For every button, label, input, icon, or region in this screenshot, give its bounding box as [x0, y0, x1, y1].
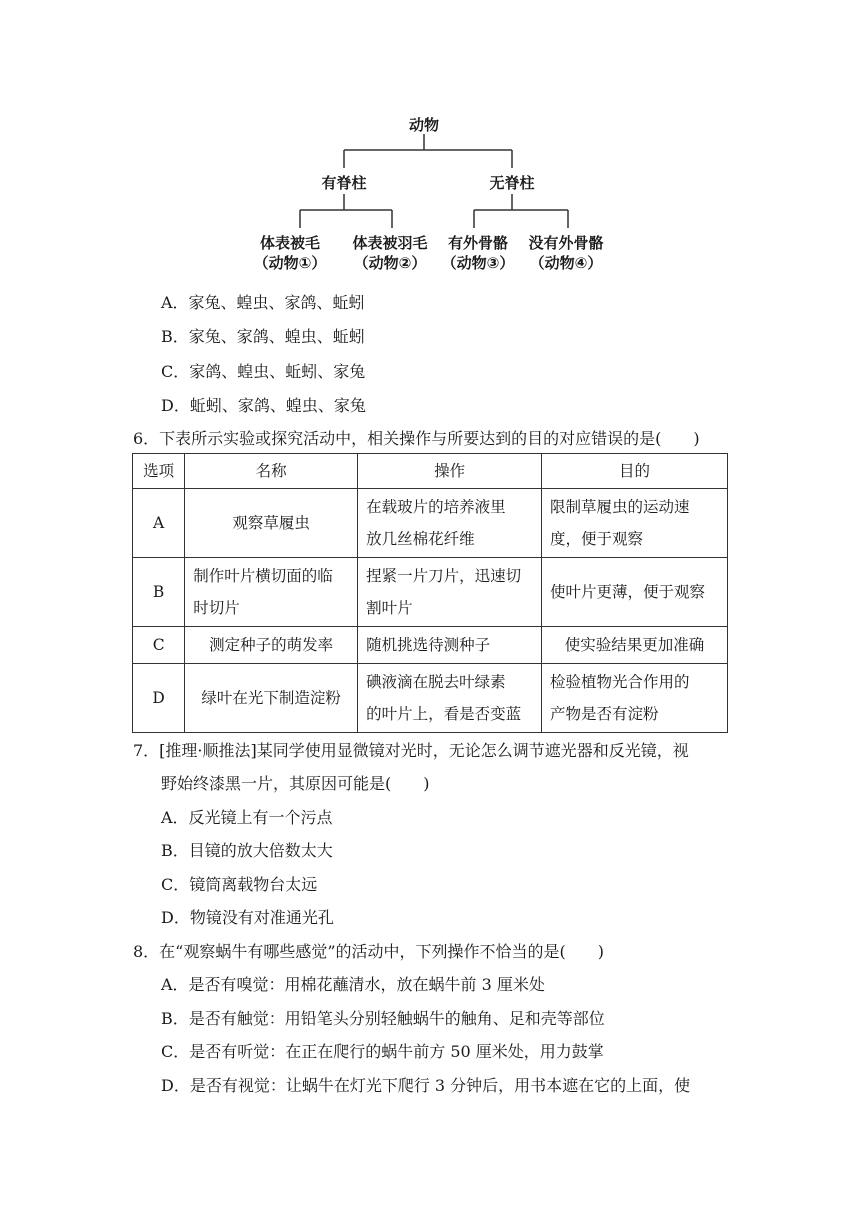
q8-option-c: C．是否有听觉：在正在爬行的蜗牛前方 50 厘米处，用力鼓掌 — [161, 1042, 604, 1061]
table-row — [133, 558, 728, 627]
header-operation: 操作 — [358, 454, 542, 489]
table-row — [133, 664, 728, 733]
experiment-table — [132, 453, 728, 733]
row-c-goal: 使实验结果更加准确 — [542, 627, 728, 664]
q5-option-a: A．家兔、蝗虫、家鸽、蚯蚓 — [161, 293, 365, 312]
header-option: 选项 — [133, 454, 185, 489]
q5-option-d: D．蚯蚓、家鸽、蝗虫、家兔 — [161, 396, 366, 415]
table-header-row — [133, 454, 728, 489]
q7-stem-line1: 7．[推理·顺推法]某同学使用显微镜对光时，无论怎么调节遮光器和反光镜，视 — [133, 741, 689, 760]
tree-leaf-2: 体表被羽毛 — [352, 234, 428, 252]
q5-option-b: B．家兔、家鸽、蝗虫、蚯蚓 — [161, 327, 365, 346]
row-b-name: 制作叶片横切面的临 时切片 — [185, 558, 358, 627]
q7-stem-line2: 野始终漆黑一片，其原因可能是( ) — [161, 774, 430, 793]
row-d-option: D — [133, 664, 185, 733]
row-a-operation: 在载玻片的培养液里 放几丝棉花纤维 — [358, 489, 542, 558]
tree-leaf-3: 有外骨骼 — [447, 234, 509, 252]
tree-leaf-4: 没有外骨骼 — [528, 234, 604, 252]
q8-stem: 8．在“观察蜗牛有哪些感觉”的活动中，下列操作不恰当的是( ) — [133, 942, 605, 961]
row-c-option: C — [133, 627, 185, 664]
classification-tree-lines — [0, 0, 860, 280]
header-goal: 目的 — [542, 454, 728, 489]
tree-leaf-1: 体表被毛 — [259, 234, 321, 252]
tree-leaf-1-tag: （动物①） — [253, 254, 327, 272]
q7-option-a: A．反光镜上有一个污点 — [161, 808, 333, 827]
row-b-goal: 使叶片更薄，便于观察 — [542, 558, 728, 627]
row-a-name: 观察草履虫 — [185, 489, 358, 558]
row-c-operation: 随机挑选待测种子 — [358, 627, 542, 664]
tree-leaf-2-tag: （动物②） — [353, 254, 427, 272]
row-b-option: B — [133, 558, 185, 627]
q7-option-d: D．物镜没有对准通光孔 — [161, 908, 334, 927]
q6-stem: 6．下表所示实验或探究活动中，相关操作与所要达到的目的对应错误的是( ) — [133, 429, 700, 448]
row-b-operation: 捏紧一片刀片，迅速切 割叶片 — [358, 558, 542, 627]
table-row — [133, 627, 728, 664]
q8-option-b: B．是否有触觉：用铅笔头分别轻触蜗牛的触角、足和壳等部位 — [161, 1009, 605, 1028]
row-c-name: 测定种子的萌发率 — [185, 627, 358, 664]
q7-option-c: C．镜筒离载物台太远 — [161, 875, 318, 894]
q8-option-a: A．是否有嗅觉：用棉花蘸清水，放在蜗牛前 3 厘米处 — [161, 975, 545, 994]
row-d-goal: 检验植物光合作用的 产物是否有淀粉 — [542, 664, 728, 733]
q7-option-b: B．目镜的放大倍数太大 — [161, 841, 333, 860]
header-name: 名称 — [185, 454, 358, 489]
row-d-operation: 碘液滴在脱去叶绿素 的叶片上，看是否变蓝 — [358, 664, 542, 733]
tree-root: 动物 — [408, 116, 440, 134]
q8-option-d: D．是否有视觉：让蜗牛在灯光下爬行 3 分钟后，用书本遮在它的上面，使 — [161, 1076, 691, 1095]
row-a-goal: 限制草履虫的运动速 度，便于观察 — [542, 489, 728, 558]
table-row — [133, 489, 728, 558]
q5-option-c: C．家鸽、蝗虫、蚯蚓、家兔 — [161, 362, 366, 381]
tree-node-vertebrate: 有脊柱 — [321, 174, 367, 192]
row-d-name: 绿叶在光下制造淀粉 — [185, 664, 358, 733]
row-a-option: A — [133, 489, 185, 558]
tree-leaf-4-tag: （动物④） — [529, 254, 603, 272]
tree-node-invertebrate: 无脊柱 — [489, 174, 535, 192]
tree-leaf-3-tag: （动物③） — [441, 254, 515, 272]
